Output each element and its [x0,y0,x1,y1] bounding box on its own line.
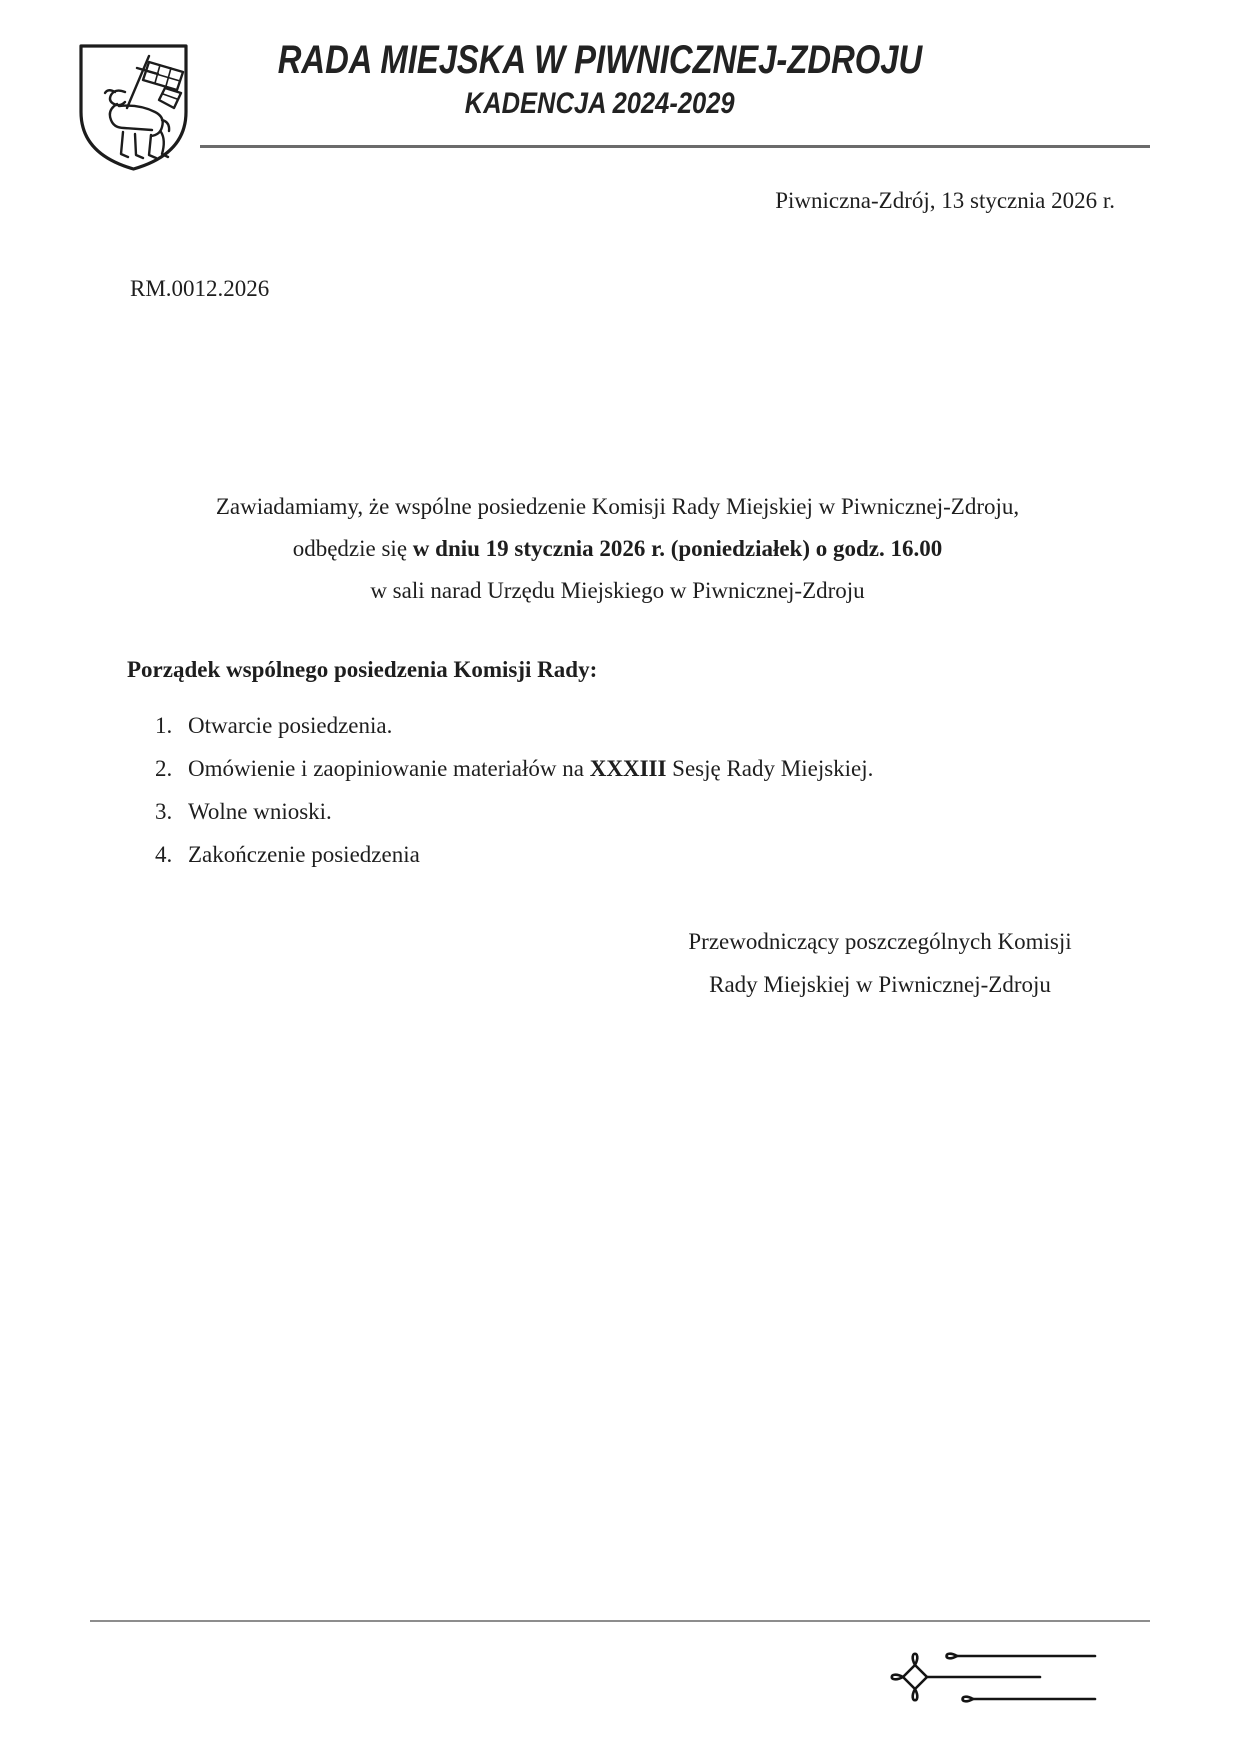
agenda-item-3 [155,790,873,833]
council-term [200,87,1000,121]
council-title [200,36,1000,84]
council-term-text: KADENCJA 2024-2029 [465,87,735,120]
agenda-item-1 [155,704,873,747]
notice-line-1: Zawiadamiamy, że wspólne posiedzenie Komisji Rady Miejskiej w Piwnicznej-Zdroju, [215,494,1020,519]
agenda-item-text: Zakończenie posiedzenia [188,842,420,867]
signature-block [640,920,1120,1006]
reference-number: RM.0012.2026 [130,276,270,301]
agenda-list [155,704,873,876]
agenda-item-number: 4. [155,842,173,867]
agenda-item-text: Otwarcie posiedzenia. [188,713,393,738]
agenda-item-number: 1. [155,713,173,738]
agenda-heading: Porządek wspólnego posiedzenia Komisji Rady: [127,657,598,682]
footer-flourish-icon [872,1645,1097,1707]
meeting-notice [120,486,1115,612]
footer-divider [90,1620,1150,1622]
notice-line-3: w sali narad Urzędu Miejskiego w Piwnicznej-Zdroju [370,578,865,603]
masthead [200,36,1000,121]
agenda-item-text: Wolne wnioski. [188,799,332,824]
agenda-item-4 [155,833,873,876]
notice-line-2: odbędzie się w dniu 19 stycznia 2026 r. (poniedziałek) o godz. 16.00 [292,536,943,561]
place-and-date: Piwniczna-Zdrój, 13 stycznia 2026 r. [775,188,1115,213]
header-divider [200,145,1150,148]
agenda-item-number: 2. [155,756,173,781]
agenda-item-2 [155,747,873,790]
agenda-item-number: 3. [155,799,173,824]
signature-line-1: Przewodniczący poszczególnych Komisji [688,929,1072,954]
meeting-datetime: w dniu 19 stycznia 2026 r. (poniedziałek) o godz. 16.00 [412,536,943,561]
signature-line-2: Rady Miejskiej w Piwnicznej-Zdroju [709,972,1051,997]
agenda-item-text: Omówienie i zaopiniowanie materiałów na XXXIII Sesję Rady Miejskiej. [188,756,874,781]
session-number: XXXIII [589,756,667,781]
council-title-text: RADA MIEJSKA W PIWNICZNEJ-ZDROJU [277,38,923,82]
coat-of-arms-icon [77,42,190,173]
